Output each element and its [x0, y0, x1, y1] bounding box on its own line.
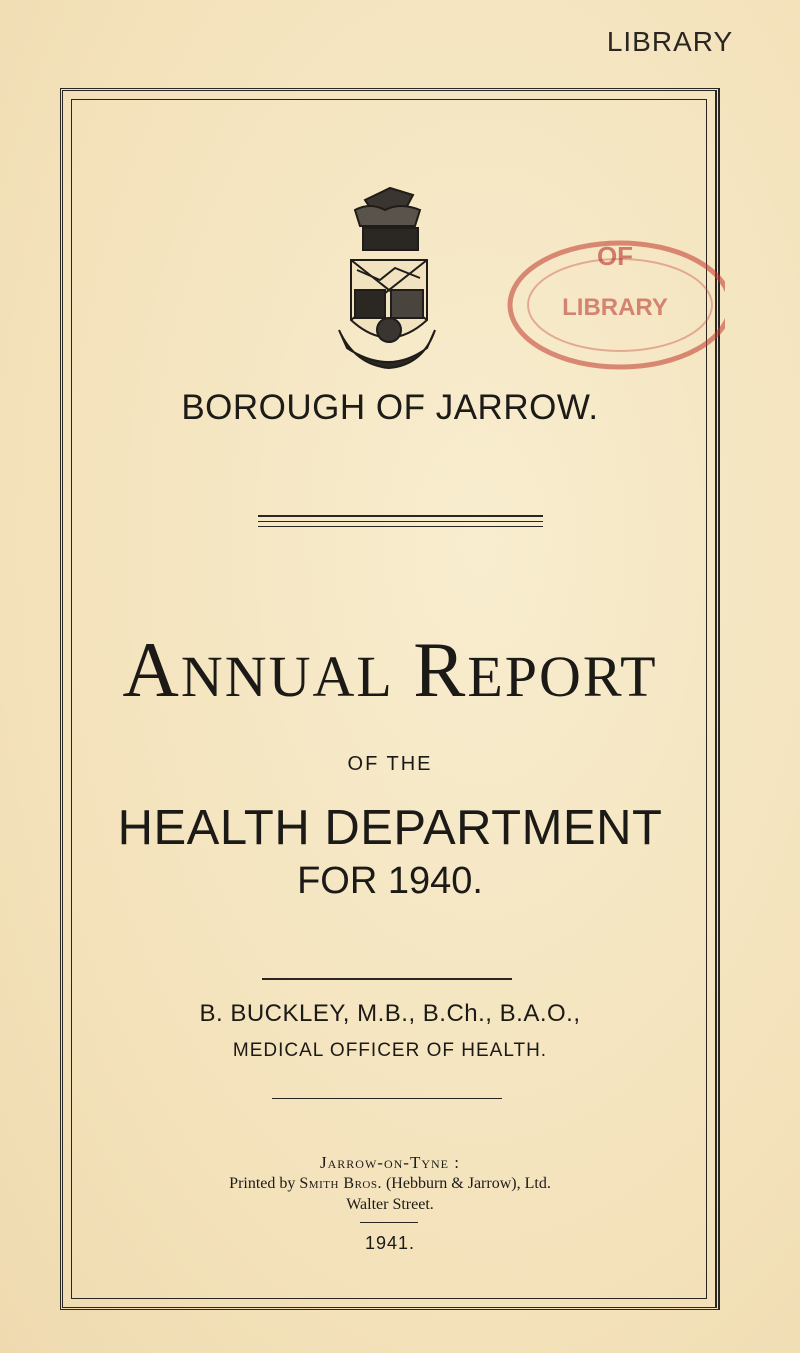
title-word-annual: NNUAL [180, 644, 394, 709]
svg-text:OF: OF [596, 241, 634, 271]
title-letter-r: R [413, 626, 468, 713]
divider-top-thin [258, 521, 543, 522]
coat-of-arms-icon [335, 180, 439, 378]
title-word-report: EPORT [467, 644, 658, 709]
printer-detail: (Hebburn & Jarrow), Ltd. [385, 1175, 551, 1192]
of-the: OF THE [347, 753, 433, 775]
printer-name: Smith Bros. [299, 1175, 382, 1192]
publication-year: 1941. [364, 1233, 416, 1253]
divider-top [258, 515, 543, 517]
imprint-printer [60, 1175, 720, 1193]
imprint-street: Walter Street. [346, 1196, 434, 1213]
imprint-place: Jarrow-on-Tyne : [320, 1153, 460, 1172]
author-role: MEDICAL OFFICER OF HEALTH. [232, 1040, 548, 1061]
borough-title: BOROUGH OF JARROW. [181, 388, 599, 427]
department-title: HEALTH DEPARTMENT [117, 801, 663, 855]
report-year: FOR 1940. [297, 860, 483, 902]
svg-text:LIBRARY: LIBRARY [562, 294, 668, 321]
divider-top-thin-2 [258, 526, 543, 527]
library-stamp: LIBRARY [606, 26, 734, 57]
divider-middle [262, 978, 512, 980]
divider-small [360, 1222, 418, 1223]
printed-by: Printed by [229, 1175, 296, 1192]
title-letter-a: A [122, 626, 181, 713]
report-title [60, 625, 720, 715]
author-name: B. BUCKLEY, M.B., B.Ch., B.A.O., [199, 1000, 581, 1027]
library-seal-icon [495, 235, 725, 385]
divider-lower [272, 1098, 502, 1099]
